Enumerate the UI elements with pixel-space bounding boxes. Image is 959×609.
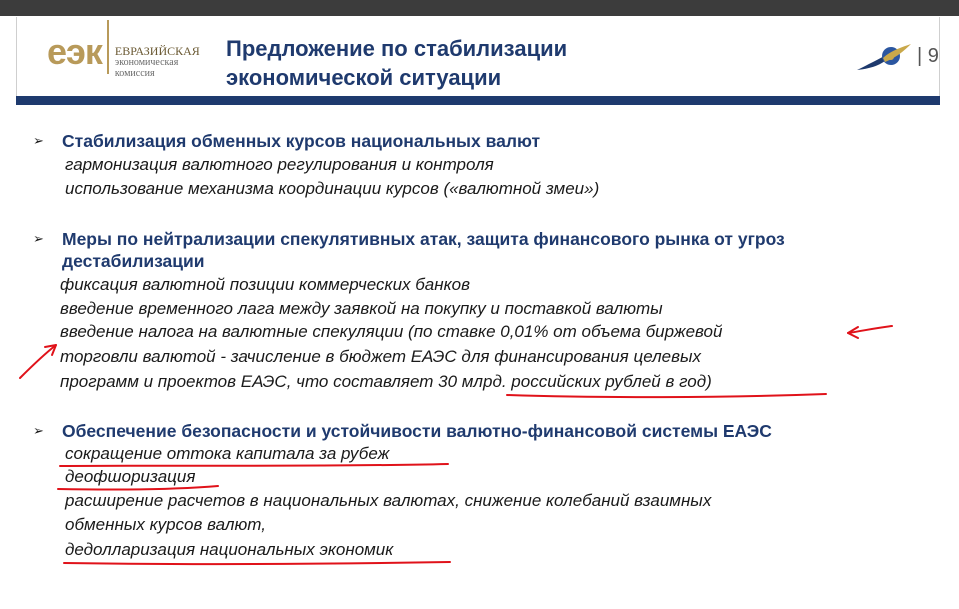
section-2-item: программ и проектов ЕАЭС, что составляет 30 млрд. российских рублей в год) bbox=[60, 372, 712, 391]
underline-annotation bbox=[58, 486, 218, 490]
logo-mark: еэк bbox=[47, 31, 102, 72]
section-3-heading: Обеспечение безопасности и устойчивости валютно-финансовой системы ЕАЭС bbox=[62, 421, 772, 441]
underline-annotation bbox=[507, 394, 826, 397]
section-3-item: расширение расчетов в национальных валютах, снижение колебаний взаимных bbox=[65, 491, 712, 510]
section-1-heading: Стабилизация обменных курсов национальных валют bbox=[62, 131, 541, 151]
page-number: | 9 bbox=[917, 45, 939, 67]
bullet-icon: ➢ bbox=[33, 423, 44, 438]
section-1-item: использование механизма координации курсов («валютной змеи») bbox=[65, 179, 600, 198]
bullet-icon: ➢ bbox=[33, 231, 44, 246]
section-2-item: введение налога на валютные спекуляции (по ставке 0,01% от объема биржевой bbox=[60, 322, 723, 341]
section-2-item: введение временного лага между заявкой на покупку и поставкой валюты bbox=[60, 299, 663, 318]
section-3-item: сокращение оттока капитала за рубеж bbox=[65, 444, 390, 463]
section-2-heading-line-2: дестабилизации bbox=[62, 251, 205, 271]
arrow-annotation bbox=[20, 345, 56, 378]
logo-line-3: комиссия bbox=[114, 68, 155, 79]
section-3-item: дедолларизация национальных экономик bbox=[65, 540, 394, 559]
section-2-heading-line-1: Меры по нейтрализации спекулятивных атак, защита финансового рынка от угроз bbox=[62, 229, 785, 249]
logo-line-2: экономическая bbox=[114, 57, 179, 68]
slide-title-line-2: экономической ситуации bbox=[226, 65, 502, 90]
section-3-item: обменных курсов валют, bbox=[65, 515, 266, 534]
underline-annotation bbox=[64, 562, 450, 564]
slide-title-line-1: Предложение по стабилизации bbox=[226, 36, 568, 61]
section-2-item: торговли валютой - зачисление в бюджет ЕАЭС для финансирования целевых bbox=[60, 347, 702, 366]
section-1-item: гармонизация валютного регулирования и контроля bbox=[65, 155, 494, 174]
logo-line-1: ЕВРАЗИЙСКАЯ bbox=[114, 44, 200, 58]
underline-annotation bbox=[60, 464, 448, 466]
bullet-icon: ➢ bbox=[33, 133, 44, 148]
section-2-item: фиксация валютной позиции коммерческих банков bbox=[60, 275, 470, 294]
section-3-item: деофшоризация bbox=[65, 467, 196, 486]
